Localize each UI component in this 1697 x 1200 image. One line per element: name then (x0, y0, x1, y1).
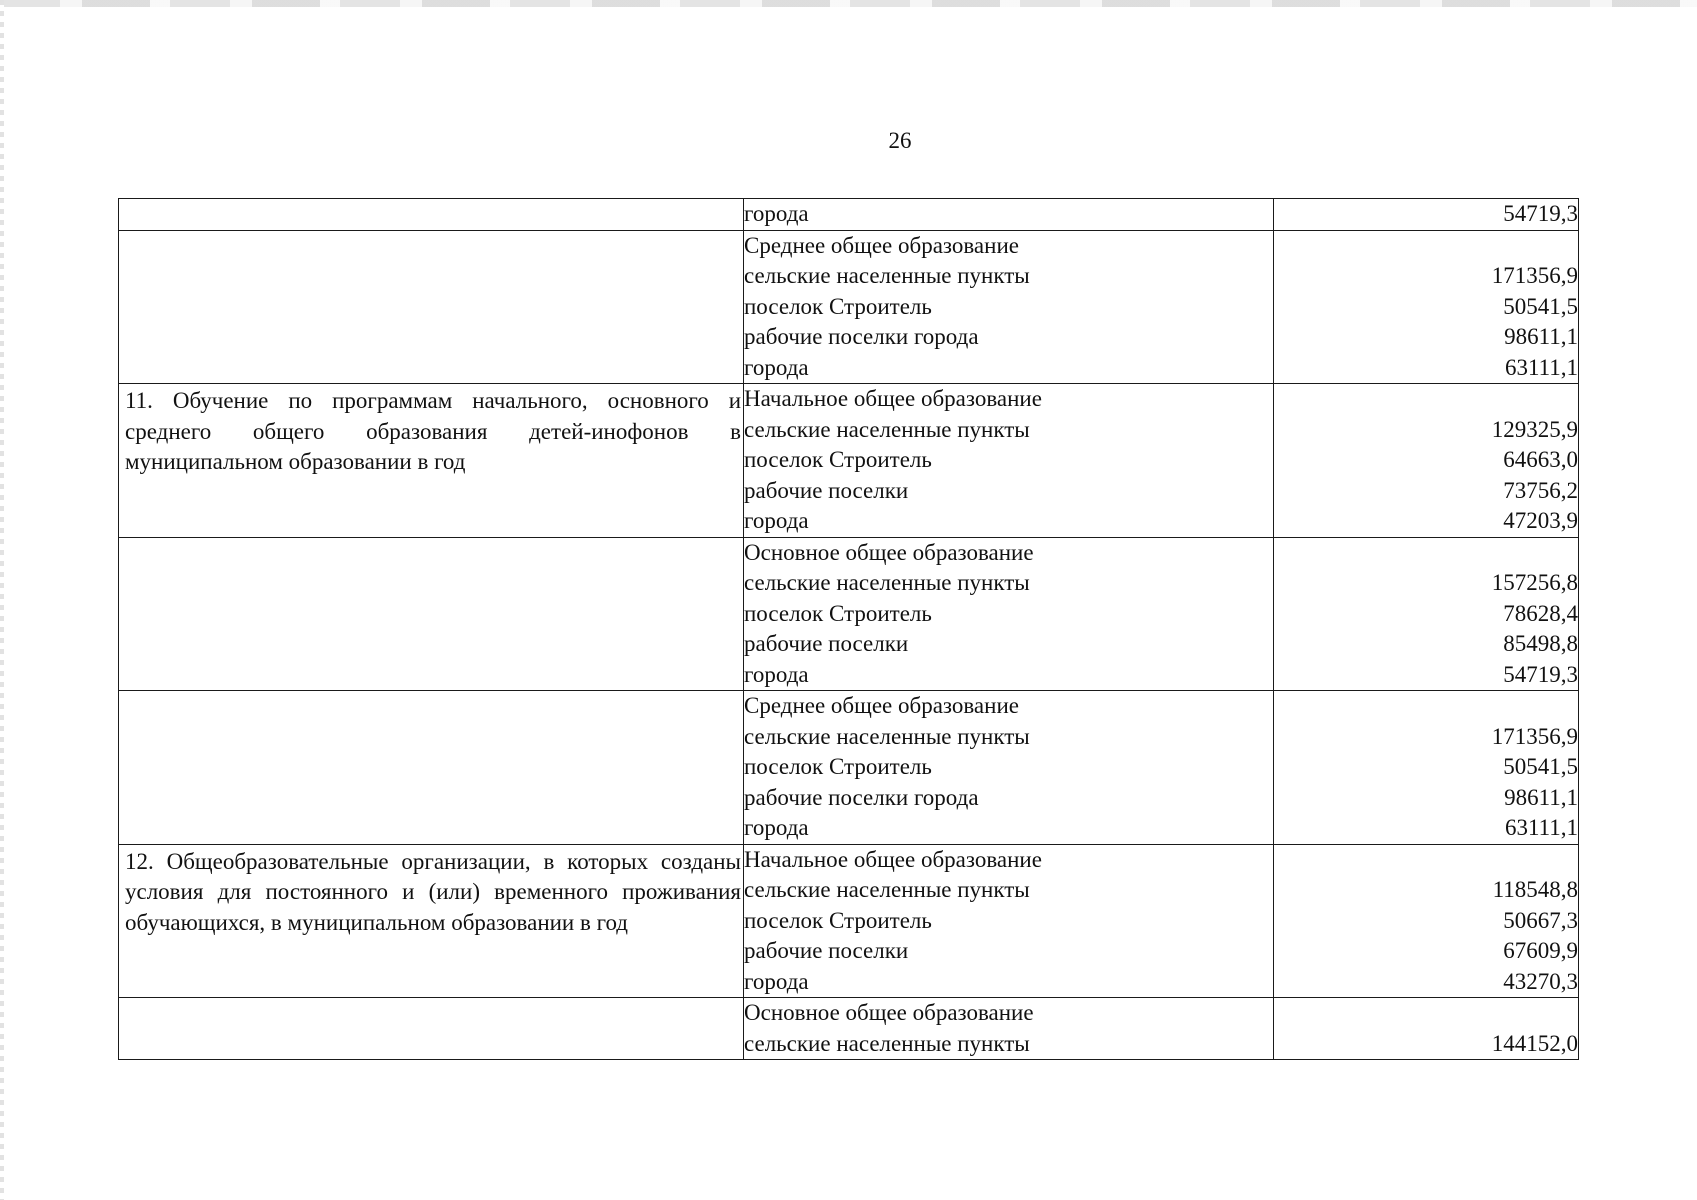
settlement-type-label: города (744, 968, 809, 994)
page-number: 26 (888, 128, 912, 153)
cost-value: 129325,9 (1491, 416, 1578, 442)
education-level-cell (744, 844, 1274, 998)
indicator-cell (119, 844, 744, 998)
settlement-type-label: города (744, 354, 809, 380)
cost-value: 144152,0 (1491, 1030, 1578, 1056)
education-level-cell (744, 998, 1274, 1060)
settlement-type-label: города (744, 815, 809, 840)
cost-value: 50541,5 (1503, 754, 1578, 779)
settlement-type-label: города (744, 201, 809, 226)
settlement-type-label: сельские населенные пункты (744, 877, 1030, 902)
value-cell (1274, 998, 1579, 1060)
settlement-type-label: рабочие поселки (744, 938, 909, 963)
value-cell (1274, 537, 1579, 691)
settlement-type-label: поселок Строитель (744, 293, 932, 319)
cost-value: 50541,5 (1503, 293, 1578, 319)
education-level-cell (744, 230, 1274, 384)
heading-spacer (1274, 384, 1578, 415)
education-level-cell (744, 384, 1274, 538)
scan-edge-left (0, 0, 4, 1200)
settlement-type-label: рабочие поселки (744, 631, 909, 656)
cost-value: 64663,0 (1503, 447, 1578, 472)
indicator-cell (119, 691, 744, 845)
settlement-type-label: поселок Строитель (744, 447, 932, 472)
value-cell (1274, 691, 1579, 845)
cost-value: 63111,1 (1504, 354, 1578, 380)
indicator-cell (119, 230, 744, 384)
cost-value: 47203,9 (1503, 508, 1578, 533)
cost-value: 118548,8 (1492, 877, 1578, 902)
settlement-type-label: города (744, 508, 809, 533)
cost-value: 54719,3 (1503, 201, 1578, 226)
indicator-description: 12. Общеобразовательные организации, в которых созданы условия для постоянного и (или) временного проживания обучающихся, в муниципальном образовании в год (125, 848, 741, 935)
indicator-cell (119, 199, 744, 231)
settlement-type-label: сельские населенные пункты (744, 723, 1030, 749)
settlement-type-label: поселок Строитель (744, 600, 932, 626)
education-level-heading: Основное общее образование (744, 539, 1034, 565)
cost-value: 171356,9 (1491, 263, 1578, 288)
indicator-cell (119, 537, 744, 691)
settlement-type-label: рабочие поселки города (744, 784, 979, 810)
cost-value: 43270,3 (1503, 968, 1578, 994)
indicator-description (119, 199, 743, 201)
education-level-heading: Среднее общее образование (744, 232, 1019, 258)
table-row (119, 537, 1579, 691)
education-level-cell (744, 537, 1274, 691)
table-row (119, 230, 1579, 384)
table-row (119, 844, 1579, 998)
education-level-cell (744, 691, 1274, 845)
cost-value: 63111,1 (1504, 815, 1578, 840)
education-level-heading: Среднее общее образование (744, 693, 1019, 718)
cost-value: 85498,8 (1503, 631, 1578, 656)
settlement-type-label: рабочие поселки (744, 477, 909, 503)
education-level-heading: Начальное общее образование (744, 846, 1042, 872)
table-row (119, 691, 1579, 845)
cost-value: 73756,2 (1503, 477, 1578, 503)
cost-table (118, 198, 1579, 1060)
value-cell (1274, 230, 1579, 384)
settlement-type-label: поселок Строитель (744, 907, 932, 933)
settlement-type-label: сельские населенные пункты (744, 416, 1030, 442)
value-cell (1274, 384, 1579, 538)
indicator-description (119, 538, 743, 540)
settlement-type-label: сельские населенные пункты (744, 1030, 1030, 1056)
cost-value: 171356,9 (1491, 723, 1578, 749)
table-row (119, 199, 1579, 231)
cost-value: 78628,4 (1503, 600, 1578, 626)
cost-value: 54719,3 (1503, 661, 1578, 687)
settlement-type-label: сельские населенные пункты (744, 570, 1030, 595)
heading-spacer (1274, 845, 1578, 876)
heading-spacer (1274, 538, 1578, 569)
indicator-cell (119, 998, 744, 1060)
education-level-cell (744, 199, 1274, 231)
settlement-type-label: рабочие поселки города (744, 324, 979, 349)
value-cell (1274, 199, 1579, 231)
cost-value: 67609,9 (1503, 938, 1578, 963)
indicator-description (119, 998, 743, 1000)
cost-value: 98611,1 (1504, 324, 1578, 349)
cost-value: 98611,1 (1504, 784, 1578, 810)
cost-value: 50667,3 (1503, 907, 1578, 933)
settlement-type-label: поселок Строитель (744, 754, 932, 779)
indicator-cell (119, 384, 744, 538)
indicator-description: 11. Обучение по программам начального, основного и среднего общего образования детей-инофонов в муниципальном образовании в год (125, 388, 741, 474)
value-cell (1274, 844, 1579, 998)
scan-edge-top (0, 0, 1697, 7)
settlement-type-label: города (744, 661, 809, 687)
heading-spacer (1274, 998, 1578, 1029)
table-row (119, 998, 1579, 1060)
table-row (119, 384, 1579, 538)
heading-spacer (1274, 691, 1578, 722)
education-level-heading: Основное общее образование (744, 1000, 1034, 1025)
cost-value: 157256,8 (1491, 570, 1578, 595)
settlement-type-label: сельские населенные пункты (744, 263, 1030, 288)
education-level-heading: Начальное общее образование (744, 386, 1042, 411)
heading-spacer (1274, 231, 1578, 262)
indicator-description (119, 691, 743, 693)
cost-table-body (119, 199, 1579, 1060)
indicator-description (119, 231, 743, 233)
